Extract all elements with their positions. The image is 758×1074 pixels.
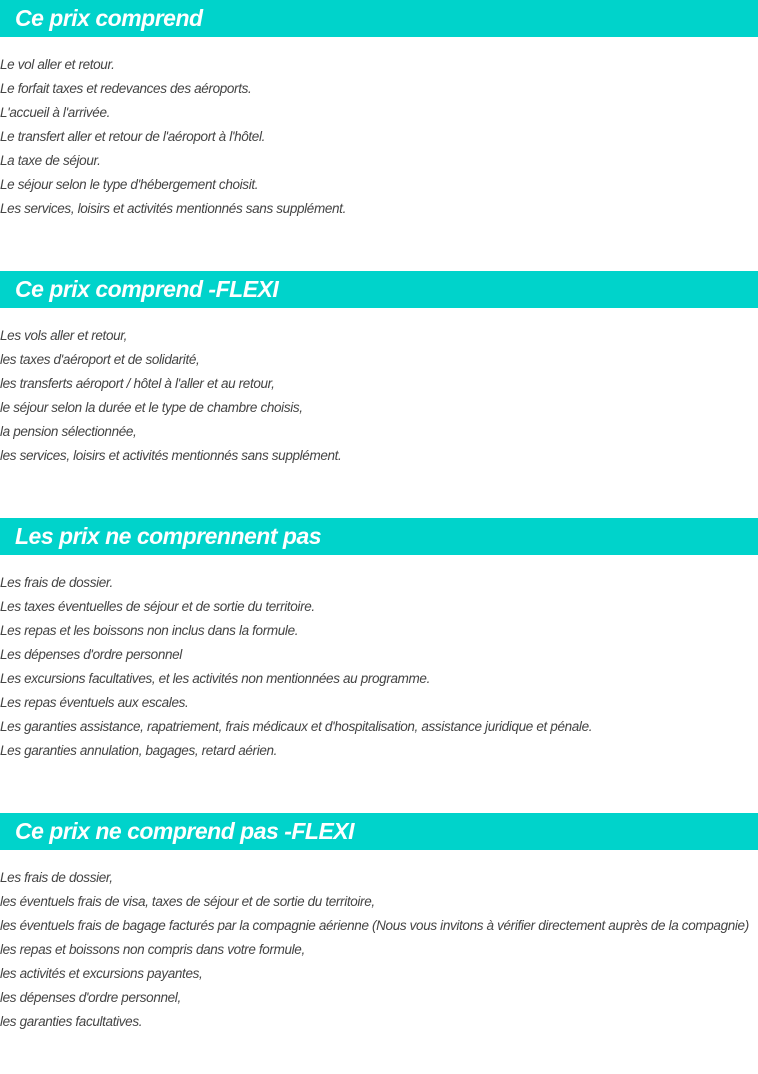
list-item: L'accueil à l'arrivée. [0, 105, 111, 120]
section-header [0, 813, 758, 850]
list-item: les activités et excursions payantes, [0, 966, 203, 981]
section-header [0, 0, 758, 37]
item-list [0, 53, 758, 221]
item-list [0, 571, 758, 763]
list-item: Les repas et les boissons non inclus dans la formule. [0, 623, 299, 638]
list-item: Le forfait taxes et redevances des aéroports. [0, 81, 252, 96]
list-item: Le vol aller et retour. [0, 57, 115, 72]
list-item: Les excursions facultatives, et les activités non mentionnées au programme. [0, 671, 430, 686]
list-item: La taxe de séjour. [0, 153, 101, 168]
list-item: les repas et boissons non compris dans votre formule, [0, 942, 305, 957]
list-item: Les vols aller et retour, [0, 328, 128, 343]
price-excludes-section [0, 518, 758, 763]
list-item: Les taxes éventuelles de séjour et de sortie du territoire. [0, 599, 315, 614]
price-includes-section [0, 0, 758, 221]
list-item: Le transfert aller et retour de l'aéroport à l'hôtel. [0, 129, 266, 144]
list-item: les transferts aéroport / hôtel à l'aller et au retour, [0, 376, 275, 391]
list-item: Les repas éventuels aux escales. [0, 695, 189, 710]
section-header [0, 518, 758, 555]
list-item: la pension sélectionnée, [0, 424, 137, 439]
price-excludes-flexi-section [0, 813, 758, 1034]
list-item: Les garanties annulation, bagages, retard aérien. [0, 743, 278, 758]
list-item: les services, loisirs et activités mentionnés sans supplément. [0, 448, 342, 463]
list-item: Les frais de dossier, [0, 870, 113, 885]
section-header [0, 271, 758, 308]
section-title: Les prix ne comprennent pas [15, 523, 322, 549]
list-item: Les garanties assistance, rapatriement, frais médicaux et d'hospitalisation, assistance juridique et pénale. [0, 719, 593, 734]
list-item: Les services, loisirs et activités mentionnés sans supplément. [0, 201, 346, 216]
item-list [0, 324, 758, 468]
price-includes-flexi-section [0, 271, 758, 468]
list-item: les taxes d'aéroport et de solidarité, [0, 352, 200, 367]
list-item: le séjour selon la durée et le type de chambre choisis, [0, 400, 303, 415]
item-list [0, 866, 758, 1034]
section-title: Ce prix comprend -FLEXI [15, 276, 279, 302]
section-title: Ce prix comprend [15, 5, 203, 31]
list-item: Les dépenses d'ordre personnel [0, 647, 182, 662]
list-item: les éventuels frais de bagage facturés par la compagnie aérienne (Nous vous invitons à vérifier directement auprès de la compagnie) [0, 918, 749, 933]
list-item: Le séjour selon le type d'hébergement choisit. [0, 177, 259, 192]
list-item: Les frais de dossier. [0, 575, 113, 590]
list-item: les garanties facultatives. [0, 1014, 143, 1029]
section-title: Ce prix ne comprend pas -FLEXI [15, 818, 355, 844]
list-item: les dépenses d'ordre personnel, [0, 990, 181, 1005]
list-item: les éventuels frais de visa, taxes de séjour et de sortie du territoire, [0, 894, 375, 909]
